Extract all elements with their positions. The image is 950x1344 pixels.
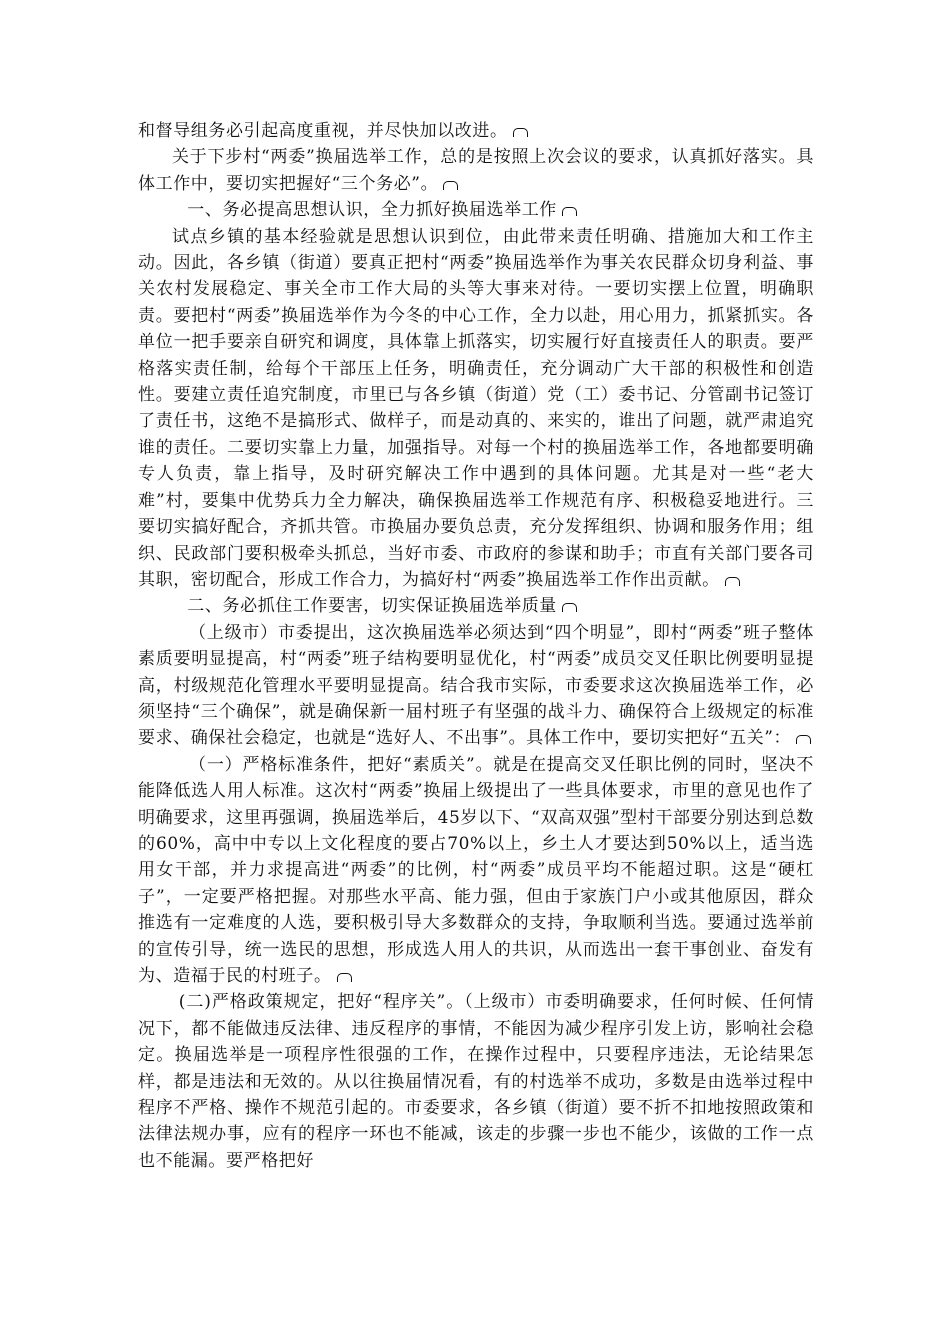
section-heading-1: 一、务必提高思想认识，全力抓好换届选举工作: [138, 197, 814, 223]
paragraph-4: （上级市）市委提出，这次换届选举必须达到“四个明显”，即村“两委”班子整体素质要明显提高，村“两委”班子结构要明显优化，村“两委”成员交叉任职比例要明显提高，村级规范化管理水平要明显提高。结合我市实际，市委要求这次换届选举工作，必须坚持“三个确保”，就是确保新一届村班子有坚强的战斗力、确保符合上级规定的标准要求、确保社会稳定，也就是“选好人、不出事”。具体工作中，要切实把好“五关”：: [138, 622, 814, 749]
document-body: [138, 118, 814, 1174]
paragraph-mark-icon: [796, 735, 811, 744]
paragraph-3: 试点乡镇的基本经验就是思想认识到位，由此带来责任明确、措施加大和工作主动。因此，各乡镇（街道）要真正把村“两委”换届选举作为事关农民群众切身利益、事关农村发展稳定、事关全市工作大局的头等大事来对待。一要切实摆上位置，明确职责。要把村“两委”换届选举作为今冬的中心工作，全力以赴，用心用力，抓紧抓实。各单位一把手要亲自研究和调度，具体靠上抓落实，切实履行好直接责任人的职责。要严格落实责任制，给每个干部压上任务，明确责任，充分调动广大干部的积极性和创造性。要建立责任追究制度，市里已与各乡镇（街道）党（工）委书记、分管副书记签订了责任书，这绝不是搞形式、做样子，而是动真的、来实的，谁出了问题，就严肃追究谁的责任。二要切实靠上力量，加强指导。对每一个村的换届选举工作，各地都要明确专人负责，靠上指导，及时研究解决工作中遇到的具体问题。尤其是对一些“老大难”村，要集中优势兵力全力解决，确保换届选举工作规范有序、积极稳妥地进行。三要切实搞好配合，齐抓共管。市换届办要负总责，充分发挥组织、协调和服务作用；组织、民政部门要积极牵头抓总，当好市委、市政府的参谋和助手；市直有关部门要各司其职，密切配合，形成工作合力，为搞好村“两委”换届选举工作作出贡献。: [138, 226, 814, 590]
paragraph-mark-icon: [562, 207, 577, 216]
paragraph-mark-icon: [337, 973, 352, 982]
paragraph-5: （一）严格标准条件，把好“素质关”。就是在提高交叉任职比例的同时，坚决不能降低选人用人标准。这次村“两委”换届上级提出了一些具体要求，市里的意见也作了明确要求，这里再强调，换届选举后，45岁以下、“双高双强”型村干部要分别达到总数的60%，高中中专以上文化程度的要占70%以上，乡土人才要达到50%以上，适当选用女干部，并力求提高进“两委”的比例，村“两委”成员平均不能超过职。这是“硬杠子”，一定要严格把握。对那些水平高、能力强，但由于家族门户小或其他原因，群众推选有一定难度的人选，要积极引导大多数群众的支持，争取顺利当选。要通过选举前的宣传引导，统一选民的思想，形成选人用人的共识，从而选出一套干事创业、奋发有为、造福于民的村班子。: [138, 754, 814, 986]
section-heading-2: 二、务必抓住工作要害，切实保证换届选举质量: [138, 593, 814, 619]
paragraph-2: 关于下步村“两委”换届选举工作，总的是按照上次会议的要求，认真抓好落实。具体工作中，要切实把握好“三个务必”。: [138, 147, 814, 194]
paragraph-6: (二)严格政策规定，把好“程序关”。（上级市）市委明确要求，任何时候、任何情况下，都不能做违反法律、违反程序的事情，不能因为减少程序引发上访，影响社会稳定。换届选举是一项程序性很强的工作，在操作过程中，只要程序违法，无论结果怎样，都是违法和无效的。从以往换届情况看，有的村选举不成功，多数是由选举过程中程序不严格、操作不规范引起的。市委要求，各乡镇（街道）要不折不扣地按照政策和法律法规办事，应有的程序一环也不能减，该走的步骤一步也不能少，该做的工作一点也不能漏。要严格把好: [138, 992, 814, 1171]
paragraph-mark-icon: [513, 128, 528, 137]
paragraph-mark-icon: [443, 181, 458, 190]
paragraph-mark-icon: [725, 577, 740, 586]
paragraph-mark-icon: [562, 603, 577, 612]
paragraph-1: 和督导组务必引起高度重视，并尽快加以改进。: [138, 118, 814, 144]
